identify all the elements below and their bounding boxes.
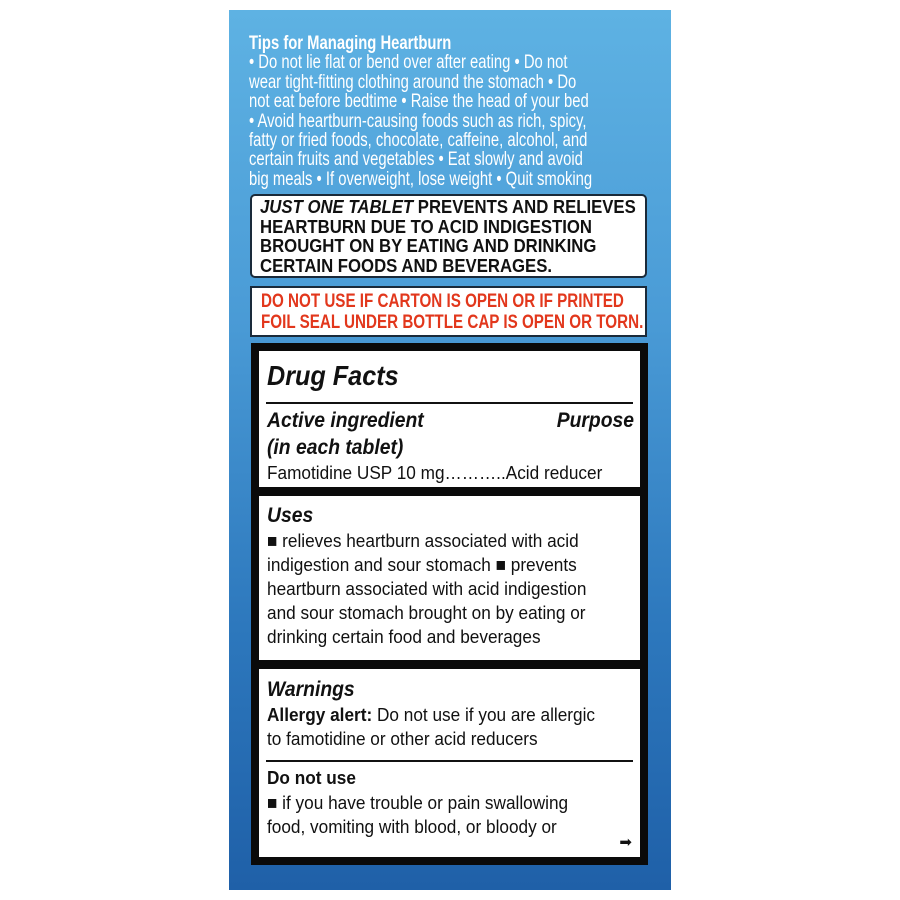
claim-emphasis: JUST ONE TABLET bbox=[260, 197, 414, 217]
divider bbox=[266, 760, 633, 762]
uses-line: and sour stomach brought on by eating or bbox=[267, 602, 586, 623]
seal-warning-line: DO NOT USE IF CARTON IS OPEN OR IF PRINTED bbox=[261, 291, 624, 312]
drug-facts-warnings-section bbox=[259, 669, 640, 857]
divider bbox=[266, 402, 633, 404]
ingredient-row: Famotidine USP 10 mg………..Acid reducer bbox=[267, 462, 603, 483]
allergy-alert-line: to famotidine or other acid reducers bbox=[267, 728, 538, 749]
do-not-use-heading: Do not use bbox=[267, 767, 356, 788]
uses-line: indigestion and sour stomach ■ prevents bbox=[267, 554, 577, 575]
claim-line: BROUGHT ON BY EATING AND DRINKING bbox=[260, 236, 597, 256]
do-not-use-line: food, vomiting with blood, or bloody or bbox=[267, 816, 557, 837]
tips-line: certain fruits and vegetables • Eat slowly and avoid bbox=[249, 149, 583, 171]
active-ingredient-heading: Active ingredient bbox=[267, 409, 424, 432]
uses-line: drinking certain food and beverages bbox=[267, 626, 541, 647]
heartburn-tips bbox=[249, 34, 689, 189]
purpose-heading: Purpose bbox=[556, 409, 634, 432]
product-panel bbox=[229, 10, 671, 890]
tips-line: • Do not lie flat or bend over after eating • Do not bbox=[249, 52, 568, 74]
active-ingredient-subheading: (in each tablet) bbox=[267, 436, 404, 459]
drug-facts-panel bbox=[251, 343, 648, 865]
claim-line bbox=[260, 197, 636, 218]
claim-box bbox=[250, 194, 647, 278]
allergy-alert-label: Allergy alert: bbox=[267, 704, 373, 725]
uses-line: ■ relieves heartburn associated with acid bbox=[267, 530, 579, 551]
uses-line: heartburn associated with acid indigestion bbox=[267, 578, 587, 599]
claim-line: HEARTBURN DUE TO ACID INDIGESTION bbox=[260, 216, 593, 237]
tips-title: Tips for Managing Heartburn bbox=[249, 33, 452, 54]
tips-line: big meals • If overweight, lose weight • Quit smoking bbox=[249, 168, 593, 190]
seal-warning-line: FOIL SEAL UNDER BOTTLE CAP IS OPEN OR TORN. bbox=[261, 312, 644, 333]
tips-line: • Avoid heartburn-causing foods such as rich, spicy, bbox=[249, 110, 587, 132]
drug-facts-title: Drug Facts bbox=[267, 360, 399, 391]
do-not-use-line: ■ if you have trouble or pain swallowing bbox=[267, 792, 569, 813]
arrow-right-icon: ➡ bbox=[619, 834, 632, 851]
allergy-alert-line bbox=[267, 703, 595, 728]
drug-facts-uses-section bbox=[259, 496, 640, 660]
warnings-heading: Warnings bbox=[267, 678, 355, 701]
tips-line: wear tight-fitting clothing around the stomach • Do bbox=[249, 71, 577, 93]
tips-line: fatty or fried foods, chocolate, caffeine, alcohol, and bbox=[249, 130, 588, 152]
claim-rest: PREVENTS AND RELIEVES bbox=[413, 197, 636, 217]
uses-heading: Uses bbox=[267, 504, 314, 527]
tips-line: not eat before bedtime • Raise the head of your bed bbox=[249, 91, 589, 113]
seal-warning-box bbox=[250, 286, 647, 337]
claim-line: CERTAIN FOODS AND BEVERAGES. bbox=[260, 255, 553, 276]
allergy-alert-text: Do not use if you are allergic bbox=[372, 704, 596, 725]
drug-facts-active-section bbox=[259, 351, 640, 487]
